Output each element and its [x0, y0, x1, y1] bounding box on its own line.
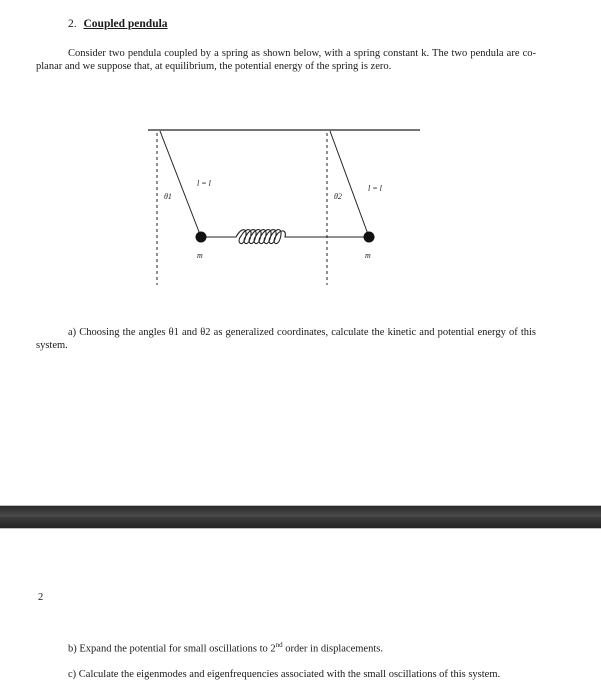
spring	[201, 230, 369, 244]
problem-intro: Consider two pendula coupled by a spring as shown below, with a spring constant k. The two pendula are co-planar and we suppose that, at equilibrium, the potential energy of the spring is zero.	[36, 48, 536, 72]
question-b	[68, 639, 538, 656]
mass-label-1: m	[197, 251, 203, 260]
question-b-superscript: nd	[275, 641, 283, 649]
question-c: c) Calculate the eigenmodes and eigenfrequencies associated with the small oscillations of this system.	[68, 669, 501, 680]
pendulum-bob-2	[364, 232, 375, 243]
theta1-label: θ1	[164, 192, 172, 201]
question-b-suffix: order in displacements.	[282, 643, 383, 655]
page-separator	[0, 505, 601, 529]
question-b-text: b) Expand the potential for small oscillations to 2	[68, 643, 276, 655]
pendulum-bob-1	[196, 232, 207, 243]
coupled-pendula-diagram	[0, 0, 601, 320]
mass-label-2: m	[365, 251, 371, 260]
length-label-1: l = l	[197, 179, 211, 188]
theta2-label: θ2	[334, 192, 342, 201]
document-page-bottom	[0, 529, 601, 700]
problem-title: Coupled pendula	[83, 18, 168, 30]
question-a: a) Choosing the angles θ1 and θ2 as generalized coordinates, calculate the kinetic and potential energy of this system.	[36, 327, 536, 351]
problem-number: 2.	[68, 18, 77, 30]
length-label-2: l = l	[368, 184, 382, 193]
page-number: 2	[38, 592, 44, 603]
pendulum-rod-2	[330, 131, 369, 237]
pendulum-rod-1	[160, 131, 201, 237]
